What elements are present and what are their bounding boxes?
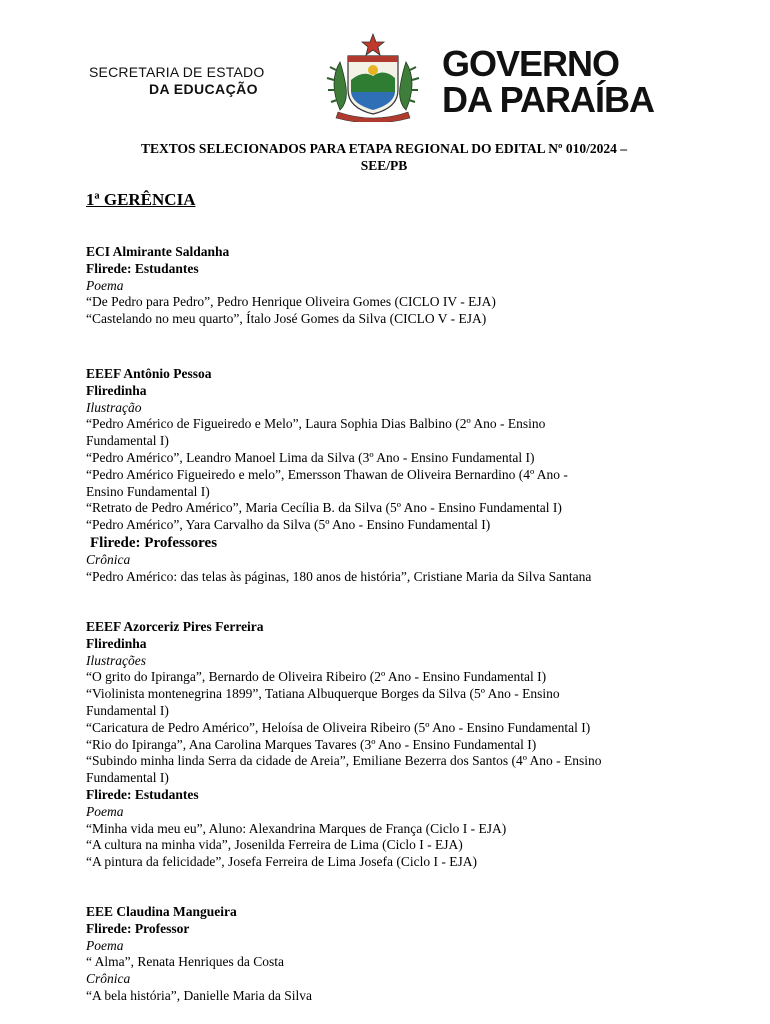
entry-line: “Caricatura de Pedro Américo”, Heloísa de Oliveira Ribeiro (5º Ano - Ensino Fundamental I) — [86, 719, 591, 735]
entry-line: “Pedro Américo Figueiredo e melo”, Emersson Thawan de Oliveira Bernardino (4º Ano - — [86, 466, 568, 482]
school-name: EEEF Antônio Pessoa — [86, 366, 212, 381]
secretaria-logo-text — [89, 64, 264, 98]
paraiba-coat-of-arms-icon — [318, 32, 428, 122]
entry-line: “A pintura da felicidade”, Josefa Ferreira de Lima Josefa (Ciclo I - EJA) — [86, 854, 477, 870]
entry-line: “A cultura na minha vida”, Josenilda Ferreira de Lima (Ciclo I - EJA) — [86, 837, 463, 853]
entry-line: “Retrato de Pedro Américo”, Maria Cecília B. da Silva (5º Ano - Ensino Fundamental I) — [86, 500, 562, 516]
category-heading: Fliredinha — [86, 635, 147, 651]
secretaria-line-2: DA EDUCAÇÃO — [149, 81, 258, 97]
entry-line: “Castelando no meu quarto”, Ítalo José Gomes da Silva (CICLO V - EJA) — [86, 311, 487, 327]
entry-line: “Rio do Ipiranga”, Ana Carolina Marques Tavares (3º Ano - Ensino Fundamental I) — [86, 736, 537, 752]
genre-heading: Ilustração — [86, 399, 142, 415]
genre-heading: Poema — [86, 803, 124, 819]
genre-heading: Crônica — [86, 971, 131, 987]
entry-line: “Violinista montenegrina 1899”, Tatiana Albuquerque Borges da Silva (5º Ano - Ensino — [86, 686, 560, 702]
category-heading: Flirede: Estudantes — [86, 786, 199, 802]
school-section — [86, 619, 686, 871]
governo-line-1: GOVERNO — [442, 43, 620, 84]
entry-line: “ Alma”, Renata Henriques da Costa — [86, 954, 284, 970]
entry-line: “De Pedro para Pedro”, Pedro Henrique Oliveira Gomes (CICLO IV - EJA) — [86, 294, 496, 310]
entry-line: “Minha vida meu eu”, Aluno: Alexandrina Marques de França (Ciclo I - EJA) — [86, 820, 507, 836]
entry-line: Fundamental I) — [86, 770, 169, 786]
entry-line: “O grito do Ipiranga”, Bernardo de Oliveira Ribeiro (2º Ano - Ensino Fundamental I) — [86, 669, 547, 685]
entry-line: “A bela história”, Danielle Maria da Silva — [86, 987, 313, 1003]
entry-line: “Pedro Américo”, Yara Carvalho da Silva (5º Ano - Ensino Fundamental I) — [86, 517, 491, 533]
category-heading: Fliredinha — [86, 382, 147, 398]
school-name: ECI Almirante Saldanha — [86, 244, 230, 259]
genre-heading: Crônica — [86, 551, 131, 567]
title-line-1: TEXTOS SELECIONADOS PARA ETAPA REGIONAL DO EDITAL Nº 010/2024 – — [141, 141, 627, 156]
governo-line-2: DA PARAÍBA — [442, 79, 654, 120]
governo-paraiba-logo-text — [442, 43, 654, 120]
school-name: EEE Claudina Mangueira — [86, 904, 237, 919]
title-line-2: SEE/PB — [360, 158, 408, 173]
gerencia-heading: 1ª GERÊNCIA — [86, 190, 196, 209]
school-name: EEEF Azorceriz Pires Ferreira — [86, 619, 264, 634]
entry-line: “Pedro Américo de Figueiredo e Melo”, Laura Sophia Dias Balbino (2º Ano - Ensino — [86, 416, 546, 432]
category-heading: Flirede: Professor — [86, 920, 190, 936]
genre-heading: Poema — [86, 937, 124, 953]
genre-heading: Poema — [86, 277, 124, 293]
entry-line: Fundamental I) — [86, 702, 169, 718]
entry-line: Fundamental I) — [86, 433, 169, 449]
secretaria-line-1: SECRETARIA DE ESTADO — [89, 64, 265, 80]
category-heading: Flirede: Estudantes — [86, 260, 199, 276]
school-section — [86, 366, 686, 586]
document-title — [80, 140, 688, 174]
category-heading: Flirede: Professores — [90, 534, 218, 551]
school-section — [86, 244, 686, 328]
entry-line: “Subindo minha linda Serra da cidade de Areia”, Emiliane Bezerra dos Santos (4º Ano - Ensino — [86, 753, 602, 769]
entry-line: “Pedro Américo”, Leandro Manoel Lima da Silva (3º Ano - Ensino Fundamental I) — [86, 449, 535, 465]
entry-line: Ensino Fundamental I) — [86, 483, 210, 499]
entry-line: “Pedro Américo: das telas às páginas, 180 anos de história”, Cristiane Maria da Silva Santana — [86, 568, 592, 584]
school-section — [86, 904, 686, 1005]
genre-heading: Ilustrações — [86, 652, 146, 668]
